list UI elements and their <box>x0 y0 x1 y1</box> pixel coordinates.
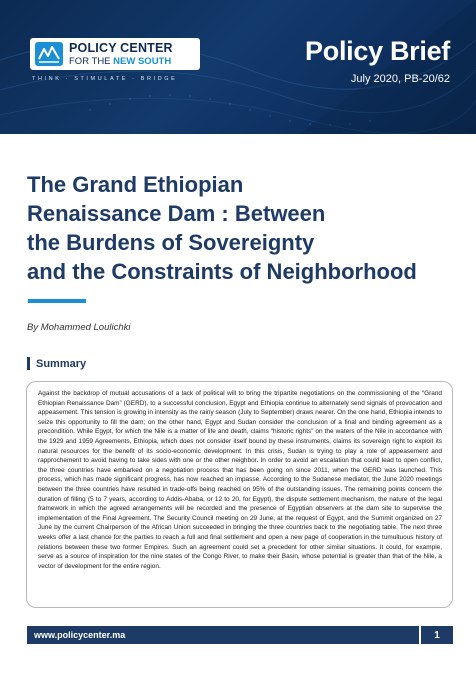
logo[interactable] <box>30 38 200 70</box>
document-title <box>27 170 457 286</box>
header-banner <box>0 0 476 134</box>
brief-date: July 2020, PB-20/62 <box>350 73 450 85</box>
logo-name: POLICY CENTER <box>69 41 173 55</box>
summary-heading-bar <box>27 357 30 370</box>
footer-website-link[interactable]: www.policycenter.ma <box>34 630 126 640</box>
page-number: 1 <box>434 629 440 641</box>
summary-heading-label: Summary <box>36 357 87 370</box>
title-underline <box>28 299 86 303</box>
logo-subname: FOR THE NEW SOUTH <box>69 55 172 67</box>
logo-mark-icon <box>34 41 64 67</box>
footer-bar <box>27 626 453 644</box>
summary-heading <box>27 357 86 370</box>
summary-text: Against the backdrop of mutual accusations of a lack of political will to bring the tripartite negotiations on the commissioning of the “Grand Ethiopian Renaissance Dam” (GERD), to a successful conclusion, Egypt and Ethiopia continue to alternately send signals of provocation and appeasement. This tension is growing in intensity as the rainy season (July to September) draws nearer. On the one hand, Ethiopia intends to seize this opportunity to fill the dam; on the other hand, Egypt and Sudan consider the conclusion of a final and binding agreement as a precondition. While Egypt, for which the Nile is a matter of life and death, claims “historic rights” on the waters of the Nile in accordance with the 1929 and 1959 Agreements, Ethiopia, which does not consider itself bound by these instruments, claims its sovereign right to exploit its natural resources for the benefit of its socio-economic development. In this crisis, Sudan is trying to play a role of appeasement and rapprochement to avoid having to take sides with one or the other neighbor. In order to avoid an escalation that could lead to open conflict, the three countries have embarked on a negotiation process that has been going on since 2011, when the GERD was launched. This process, which has made significant progress, has now reached an impasse. According to the Sudanese mediator, the June 2020 meetings between the three countries have resulted in trade-offs being reached on 95% of the outstanding issues. The remaining points concern the duration of filling (5 to 7 years, according to Addis-Ababa, or 12 to 20, for Egypt), the dispute settlement mechanism, the nature of the legal framework in which the agreed arrangements will be recorded and the presence of Egyptian observers at the dam site to supervise the implementation of the Final Agreement. The Security Council meeting on 29 June, at the request of Egypt, and the Summit organized on 27 June by the current Chairperson of the African Union succeeded in bringing the three countries back to the negotiating table. The next three weeks offer a last chance for the parties to reach a full and final settlement and open a new page of cooperation in the tumultuous history of relations between these two former Empires. Such an agreement could set a precedent for other similar situations. It could, for example, serve as a source of inspiration for the nine states of the Congo River, to make their Basin, whose potential is greater than that of the Nile, a vector of development for the entire region. <box>38 390 442 570</box>
title-line: and the Constraints of Neighborhood <box>27 259 417 284</box>
title-line: the Burdens of Sovereignty <box>27 230 315 255</box>
summary-box <box>26 381 453 608</box>
brief-type-title: Policy Brief <box>305 36 450 66</box>
title-line: Renaissance Dam : Between <box>27 201 326 226</box>
author-byline: By Mohammed Loulichki <box>27 322 131 333</box>
title-line: The Grand Ethiopian <box>27 172 244 197</box>
logo-tagline: THINK · STIMULATE · BRIDGE <box>32 76 178 82</box>
